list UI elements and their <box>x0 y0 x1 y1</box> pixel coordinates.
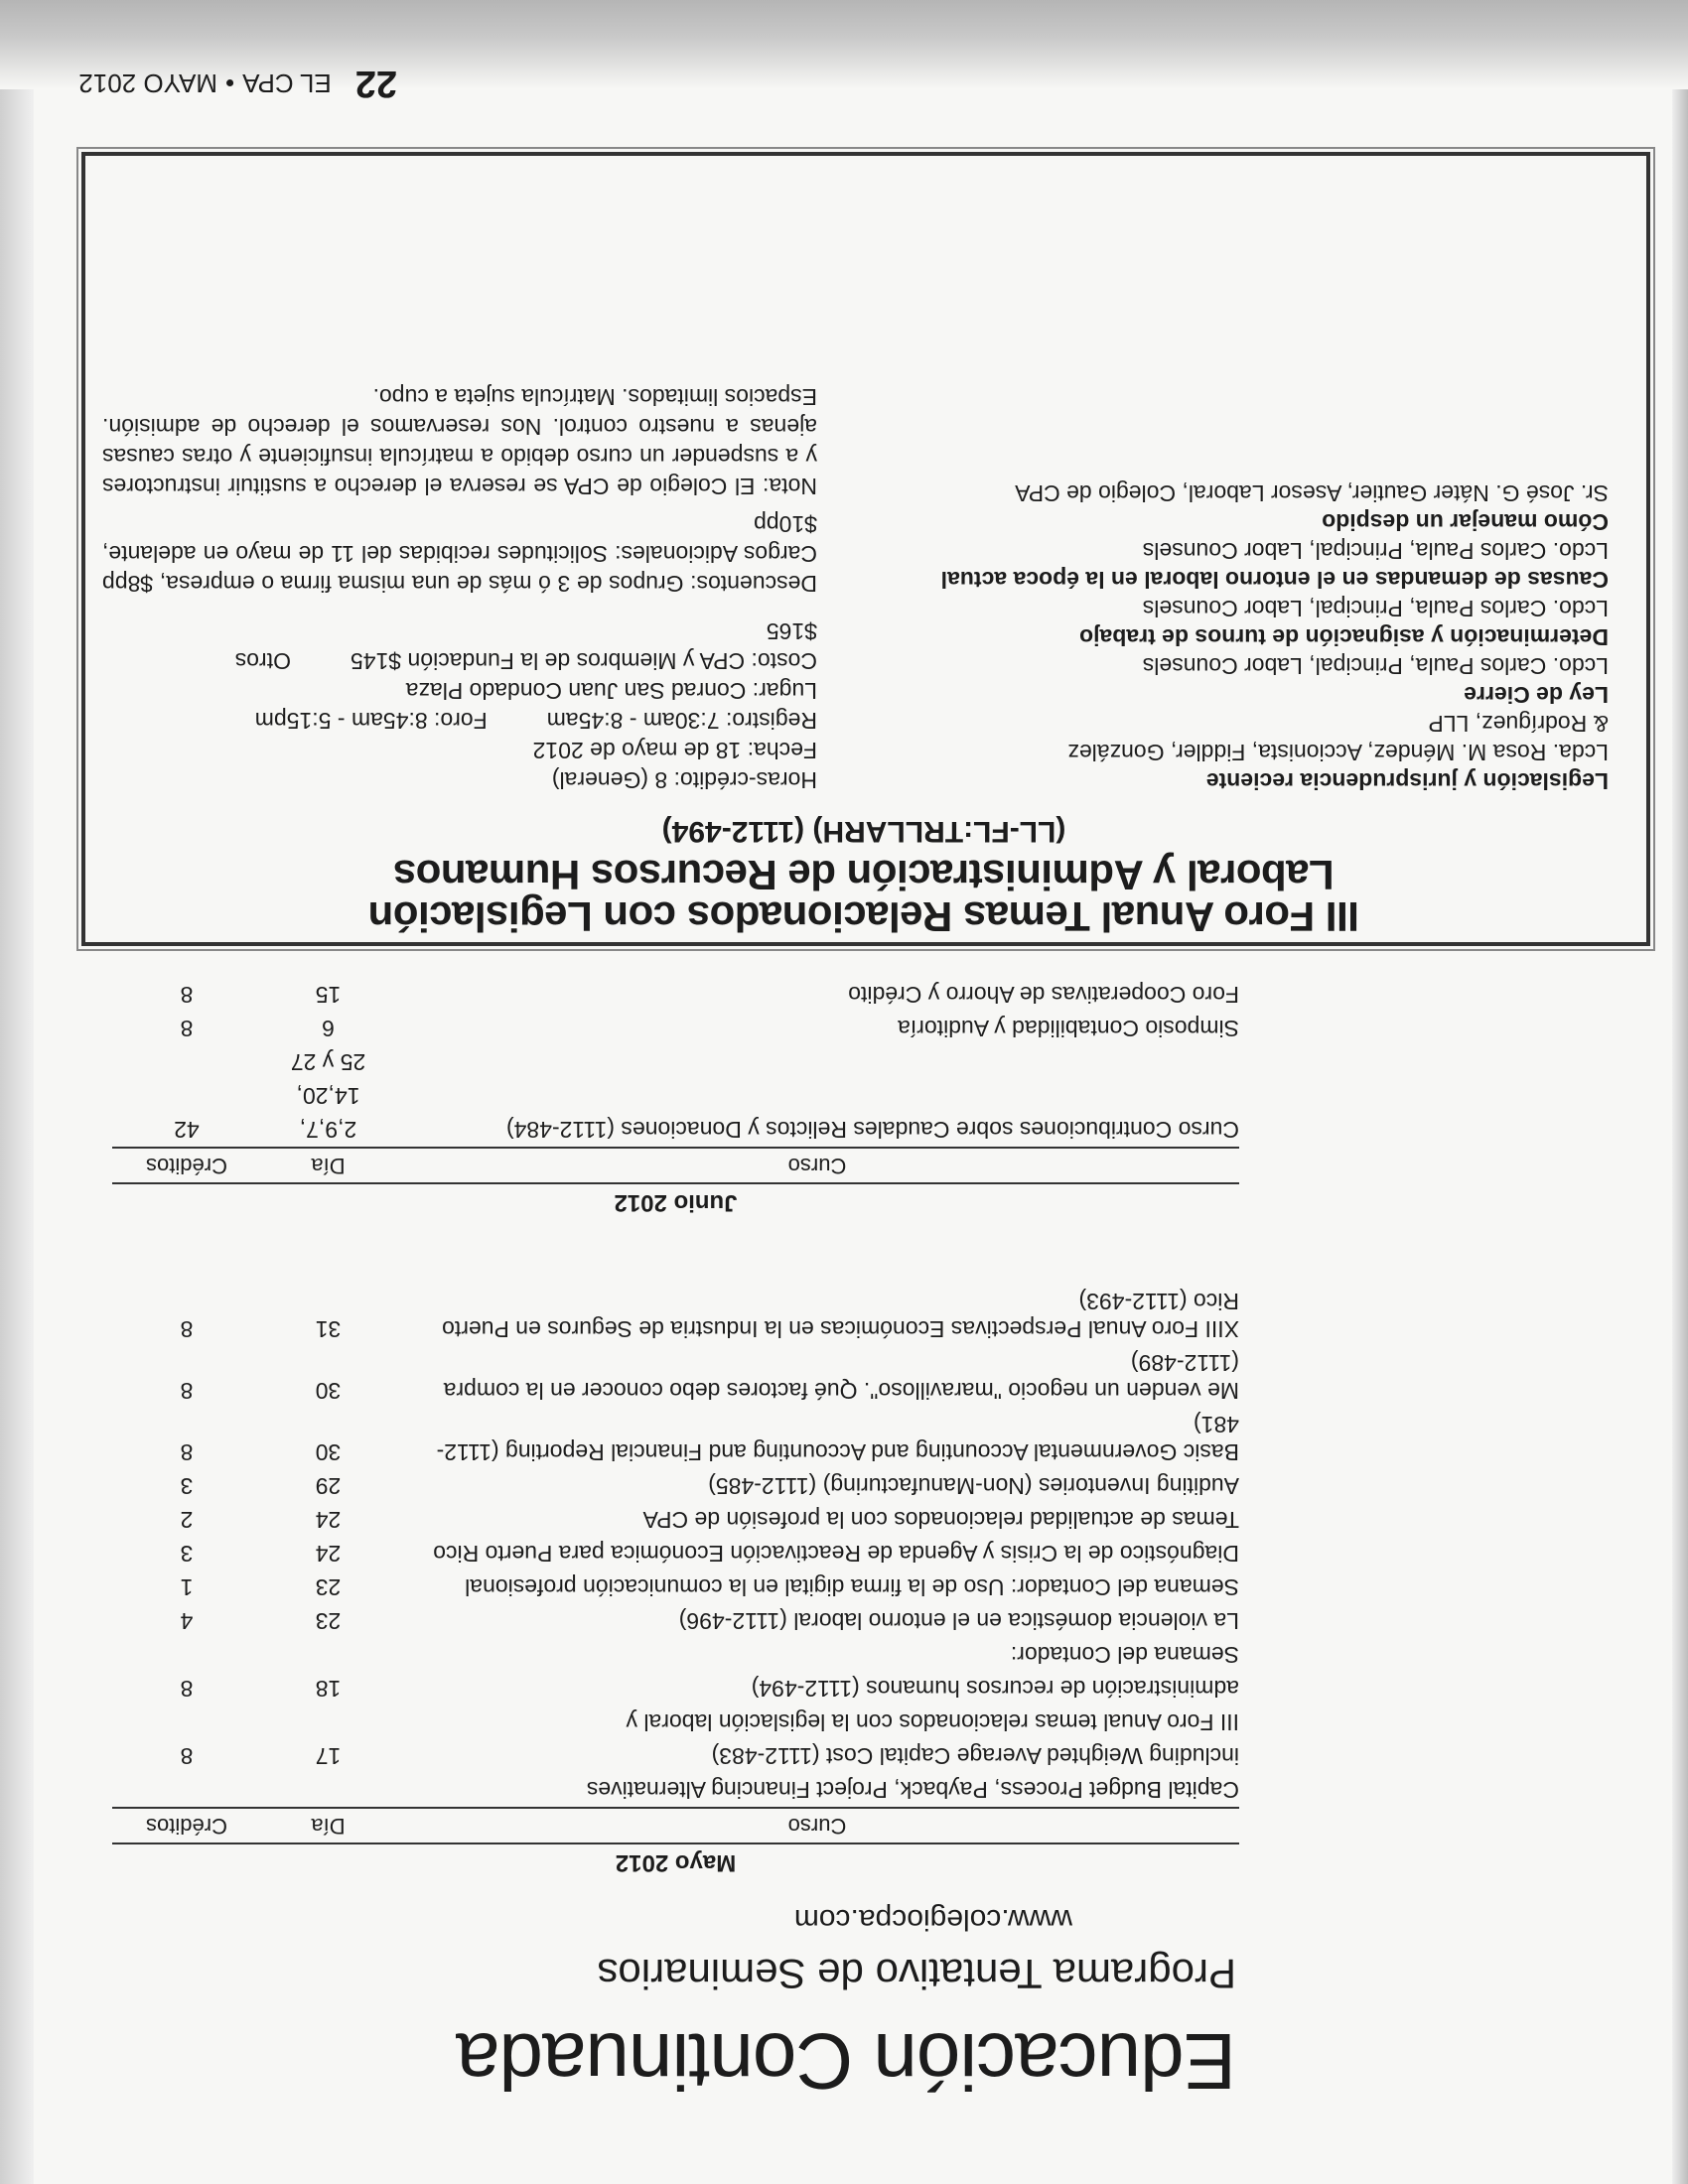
course-credits: 8 <box>180 1439 194 1465</box>
session-title: Determinación y asignación de turnos de trabajo <box>1079 624 1609 650</box>
scan-right-edge <box>0 0 34 2184</box>
column-header-curso: Curso <box>395 1148 1239 1182</box>
table-row <box>112 1672 1239 1706</box>
scan-left-edge <box>1672 0 1688 2184</box>
course-table <box>112 978 1239 1182</box>
nota: Nota: El Colegio de CPA se reserva el derecho a sustituir instructores y a suspender un curso debido a matrícula insuficiente y otras causas ajenas a nuestro control. Nos reservamos el derecho de admisión. Espacios limitados. Matrícula sujeta a cupo. <box>102 384 817 499</box>
course-name: Temas de actualidad relacionados con la profesión de CPA <box>642 1507 1239 1533</box>
foro-sessions <box>854 478 1609 795</box>
course-credits: 42 <box>174 1117 200 1143</box>
lugar: Lugar: Conrad San Juan Condado Plaza <box>405 678 817 704</box>
course-name: La violencia doméstica en el entorno laboral (1112-496) <box>678 1608 1239 1634</box>
course-day: 23 <box>315 1608 342 1634</box>
course-name: Semana del Contador: Uso de la firma digital en la comunicación profesional <box>465 1574 1239 1600</box>
table-row <box>112 1346 1239 1408</box>
costo-otros-precio: $165 <box>766 618 817 644</box>
course-day: 15 <box>315 982 342 1008</box>
course-name: Basic Governmental Accounting and Accounting and Financial Reporting (1112-481) <box>436 1412 1239 1465</box>
page-footer <box>78 62 397 104</box>
fecha: Fecha: 18 de mayo de 2012 <box>532 738 817 763</box>
table-row <box>112 1570 1239 1604</box>
table-row <box>112 1469 1239 1503</box>
course-credits: 1 <box>180 1574 194 1600</box>
foro-title-line1: III Foro Anual Temas Relacionados con Legislación <box>368 893 1359 940</box>
column-header-dia: Día <box>261 1148 395 1182</box>
schedule-junio <box>112 978 1239 1216</box>
session-item <box>854 478 1609 536</box>
course-credits <box>112 1079 261 1113</box>
session-item <box>854 536 1609 594</box>
table-row <box>112 1773 1239 1808</box>
course-name: Foro Cooperativas de Ahorro y Crédito <box>848 982 1239 1008</box>
page-title: Educación Continuada <box>456 2017 1236 2106</box>
column-header-creditos: Créditos <box>112 1148 261 1182</box>
course-name: Simposio Contabilidad y Auditoría <box>898 1016 1239 1041</box>
course-credits: 2 <box>180 1507 194 1533</box>
course-credits: 8 <box>180 1016 194 1041</box>
course-credits <box>112 1638 261 1672</box>
month-heading: Mayo 2012 <box>112 1843 1239 1876</box>
horas-credito: Horas-crédito: 8 (General) <box>551 767 817 793</box>
horario-row <box>102 706 817 736</box>
table-row <box>112 1604 1239 1638</box>
table-row <box>112 1706 1239 1739</box>
course-day: 18 <box>315 1676 342 1702</box>
course-credits: 4 <box>180 1608 194 1634</box>
course-name: Curso Contribuciones sobre Caudales Relictos y Donaciones (1112-484) <box>505 1117 1239 1143</box>
session-item <box>854 651 1609 709</box>
descuentos: Descuentos: Grupos de 3 ó más de una misma firma o empresa, $8pp Cargos Adicionales: Solicitudes recibidas del 11 de mayo en adelante, $10pp <box>102 511 817 597</box>
course-table <box>112 1285 1239 1843</box>
page-subtitle: Programa Tentativo de Seminarios <box>597 1951 1236 1997</box>
table-row <box>112 1285 1239 1346</box>
course-day: 30 <box>315 1378 342 1404</box>
course-credits: 8 <box>180 1316 194 1342</box>
table-header-row <box>112 1808 1239 1843</box>
costo-row <box>102 646 817 676</box>
course-day: 14,20, <box>296 1083 360 1109</box>
course-day <box>261 1706 395 1739</box>
course-credits: 8 <box>180 1378 194 1404</box>
footer-separator: • <box>225 68 235 98</box>
foro-code: (LL-FL:TRLLARH) (1112-494) <box>661 815 1066 848</box>
foro-title <box>119 852 1609 940</box>
website-link[interactable]: www.colegiocpa.com <box>793 1903 1072 1936</box>
foro-hora: Foro: 8:45am - 5:15pm <box>254 708 488 734</box>
course-name: Auditing Inventories (Non-Manufacturing) (1112-485) <box>708 1473 1239 1499</box>
session-title: Causas de demandas en el entorno laboral en la época actual <box>940 567 1609 593</box>
table-row <box>112 1045 1239 1079</box>
foro-box <box>81 152 1650 946</box>
table-row <box>112 1739 1239 1773</box>
course-name: Diagnóstico de la Crisis y Agenda de Reactivación Económica para Puerto Rico <box>433 1541 1239 1567</box>
course-name: XIII Foro Anual Perspectivas Económicas en la Industria de Seguros en Puerto Rico (1112-493) <box>442 1289 1239 1342</box>
course-credits <box>112 1706 261 1739</box>
costo: Costo: CPA y Miembros de la Fundación $145 <box>350 648 817 674</box>
course-name <box>395 1045 1239 1079</box>
table-row <box>112 1113 1239 1148</box>
registro: Registro: 7:30am - 8:45am <box>546 708 817 734</box>
table-row <box>112 1408 1239 1469</box>
course-day <box>261 1773 395 1808</box>
schedule-mayo <box>112 1285 1239 1876</box>
table-row <box>112 1012 1239 1045</box>
session-speaker: Sr. José G. Náter Gautier, Asesor Laboral, Colegio de CPA <box>1015 480 1609 506</box>
session-item <box>854 709 1609 795</box>
course-day: 6 <box>322 1016 335 1041</box>
foro-title-line2: Laboral y Administración de Recursos Humanos <box>393 852 1335 898</box>
course-day: 25 y 27 <box>290 1049 366 1075</box>
course-name: administración de recursos humanos (1112-494) <box>751 1676 1239 1702</box>
table-row <box>112 1079 1239 1113</box>
course-credits: 3 <box>180 1473 194 1499</box>
course-table-body <box>112 1285 1239 1808</box>
course-table-body <box>112 978 1239 1148</box>
table-header-row <box>112 1148 1239 1182</box>
publication-name: EL CPA <box>242 68 332 98</box>
course-name: Semana del Contador: <box>1010 1642 1239 1668</box>
session-speaker: Lcdo. Carlos Paula, Principal, Labor Counsels <box>1142 596 1609 621</box>
course-day: 23 <box>315 1574 342 1600</box>
session-title: Cómo manejar un despido <box>1322 509 1609 535</box>
session-speaker: Lcda. Rosa M. Méndez, Accionista, Fiddler, González <box>1067 740 1609 765</box>
issue-date: MAYO 2012 <box>78 68 218 98</box>
course-day <box>261 1638 395 1672</box>
month-heading: Junio 2012 <box>112 1182 1239 1216</box>
course-day: 24 <box>315 1541 342 1567</box>
costo-otros-label: Otros <box>234 648 291 674</box>
column-header-dia: Día <box>261 1808 395 1843</box>
session-item <box>854 594 1609 651</box>
course-name: including Weighted Average Capital Cost (1112-483) <box>711 1743 1239 1769</box>
course-credits: 3 <box>180 1541 194 1567</box>
course-name: Capital Budget Process, Payback, Project Financing Alternatives <box>586 1777 1239 1803</box>
course-credits: 8 <box>180 1743 194 1769</box>
course-day: 2,9,7, <box>299 1117 357 1143</box>
course-name: III Foro Anual temas relacionados con la legislación laboral y <box>626 1709 1239 1735</box>
course-credits: 8 <box>180 982 194 1008</box>
column-header-creditos: Créditos <box>112 1808 261 1843</box>
table-row <box>112 1537 1239 1570</box>
column-header-curso: Curso <box>395 1808 1239 1843</box>
course-name: Me venden un negocio "maravilloso". Qué factores debo conocer en la compra (1112-489) <box>443 1350 1239 1404</box>
foro-info <box>102 382 817 795</box>
course-day: 24 <box>315 1507 342 1533</box>
session-speaker: Lcdo. Carlos Paula, Principal, Labor Counsels <box>1142 538 1609 564</box>
course-credits <box>112 1045 261 1079</box>
course-credits: 8 <box>180 1676 194 1702</box>
course-name <box>395 1079 1239 1113</box>
course-day: 17 <box>315 1743 342 1769</box>
table-row <box>112 1638 1239 1672</box>
course-credits <box>112 1773 261 1808</box>
session-speaker: Lcdo. Carlos Paula, Principal, Labor Counsels <box>1142 653 1609 679</box>
page-number: 22 <box>354 63 397 104</box>
session-speaker-cont: & Rodríguez, LLP <box>1428 711 1609 737</box>
course-day: 30 <box>315 1439 342 1465</box>
session-title: Legislación y jurisprudencia reciente <box>1205 768 1609 794</box>
course-day: 29 <box>315 1473 342 1499</box>
course-day: 31 <box>315 1316 342 1342</box>
session-title: Ley de Cierre <box>1464 682 1609 708</box>
table-row <box>112 1503 1239 1537</box>
table-row <box>112 978 1239 1012</box>
